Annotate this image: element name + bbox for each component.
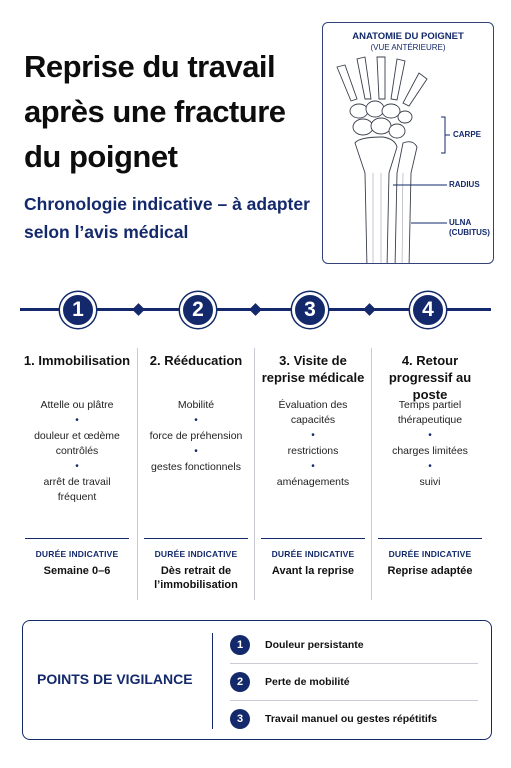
label-carpe: CARPE [453, 130, 482, 139]
vigilance-box [22, 620, 492, 740]
vigilance-item [230, 631, 364, 659]
step-item-line: capacités [290, 414, 336, 426]
page-subtitle: Chronologie indicative – à adapter selon l’avis médical [24, 194, 310, 242]
step-title-line: reprise médicale [261, 370, 365, 385]
step-1-circle: 1 [60, 292, 96, 328]
step-items [18, 398, 136, 538]
bullet-icon: • [311, 461, 315, 472]
step-column-2 [137, 352, 255, 592]
label-ulna: ULNA [449, 218, 472, 227]
vigilance-number: 1 [230, 635, 250, 655]
step-title-line: 2. Rééducation [149, 353, 243, 368]
step-item-line: fréquent [57, 491, 97, 503]
step-item-line: thérapeutique [397, 414, 463, 426]
anatomy-title: ANATOMIE DU POIGNET [352, 31, 464, 42]
vigilance-separator [212, 633, 213, 729]
label-cubitus: (CUBITUS) [449, 228, 490, 237]
step-item [137, 460, 255, 475]
vigilance-item [230, 705, 437, 733]
duration-line: Dès retrait de [160, 565, 232, 577]
bullet-icon: • [75, 415, 79, 426]
bullet-icon: • [428, 430, 432, 441]
step-item [371, 444, 489, 459]
vigilance-text: Travail manuel ou gestes répétitifs [265, 713, 438, 725]
step-item-line: Mobilité [177, 399, 215, 411]
step-title [254, 352, 372, 388]
step-item [18, 398, 136, 413]
step-item-line: gestes fonctionnels [151, 461, 241, 473]
step-item [254, 475, 372, 490]
step-divider [261, 538, 365, 539]
step-item-line: restrictions [287, 445, 339, 457]
duration-line: Semaine 0–6 [43, 565, 111, 577]
step-4-circle: 4 [410, 292, 446, 328]
step-item-line: douleur et œdème [34, 430, 120, 442]
step-title-line: 4. Retour [401, 353, 459, 368]
vigilance-divider [230, 663, 478, 664]
step-title-line: 3. Visite de [279, 353, 347, 368]
bullet-icon: • [75, 461, 79, 472]
step-column-4 [371, 352, 489, 578]
duration-value [371, 564, 489, 578]
step-title-line: progressif au poste [388, 370, 472, 402]
step-column-3 [254, 352, 372, 578]
duration-value [254, 564, 372, 578]
step-title [371, 352, 489, 402]
step-item-line: aménagements [276, 476, 350, 488]
step-item [137, 429, 255, 444]
timeline-diamond [132, 303, 145, 316]
bullet-icon: • [194, 446, 198, 457]
anatomy-subtitle: (VUE ANTÉRIEURE) [370, 43, 446, 52]
duration-line: l’immobilisation [154, 579, 238, 591]
step-items [254, 398, 372, 538]
step-item-line: Évaluation des [278, 399, 348, 411]
label-radius: RADIUS [449, 180, 480, 189]
step-item [18, 429, 136, 459]
duration-line: Reprise adaptée [387, 565, 473, 577]
step-divider [25, 538, 129, 539]
step-item [254, 444, 372, 459]
step-column-1 [18, 352, 136, 578]
vigilance-number: 3 [230, 709, 250, 729]
vigilance-item [230, 668, 350, 696]
page-title: Reprise du travail après une fracture du poignet [24, 49, 286, 174]
step-3-circle: 3 [292, 292, 328, 328]
step-item-line: force de préhension [149, 430, 243, 442]
bullet-icon: • [311, 430, 315, 441]
step-divider [144, 538, 248, 539]
step-item [137, 398, 255, 413]
duration-label: DURÉE INDICATIVE [388, 549, 472, 559]
vigilance-text: Douleur persistante [265, 639, 364, 651]
step-item [371, 398, 489, 428]
timeline-diamond [363, 303, 376, 316]
step-title-line: 1. Immobilisation [23, 353, 131, 368]
step-item [371, 475, 489, 490]
duration-value [18, 564, 136, 578]
duration-line: Avant la reprise [271, 565, 355, 577]
timeline-diamond [249, 303, 262, 316]
step-item-line: arrêt de travail [43, 476, 111, 488]
step-items [371, 398, 489, 538]
step-item-line: charges limitées [392, 445, 468, 457]
step-item [18, 475, 136, 505]
step-title [137, 352, 255, 388]
step-item-line: suivi [419, 476, 441, 488]
step-2-circle: 2 [180, 292, 216, 328]
vigilance-title: POINTS DE VIGILANCE [37, 671, 193, 687]
duration-label: DURÉE INDICATIVE [154, 549, 238, 559]
vigilance-number: 2 [230, 672, 250, 692]
timeline [0, 290, 511, 330]
duration-label: DURÉE INDICATIVE [271, 549, 355, 559]
step-divider [378, 538, 482, 539]
vigilance-text: Perte de mobilité [265, 676, 350, 688]
step-item-line: Attelle ou plâtre [40, 399, 114, 411]
anatomy-panel [322, 22, 494, 264]
step-item-line: contrôlés [55, 445, 99, 457]
step-title [18, 352, 136, 388]
bullet-icon: • [428, 461, 432, 472]
duration-label: DURÉE INDICATIVE [35, 549, 119, 559]
bullet-icon: • [194, 415, 198, 426]
step-item [254, 398, 372, 428]
vigilance-divider [230, 700, 478, 701]
step-items [137, 398, 255, 538]
step-item-line: Temps partiel [398, 399, 462, 411]
duration-value [137, 564, 255, 592]
